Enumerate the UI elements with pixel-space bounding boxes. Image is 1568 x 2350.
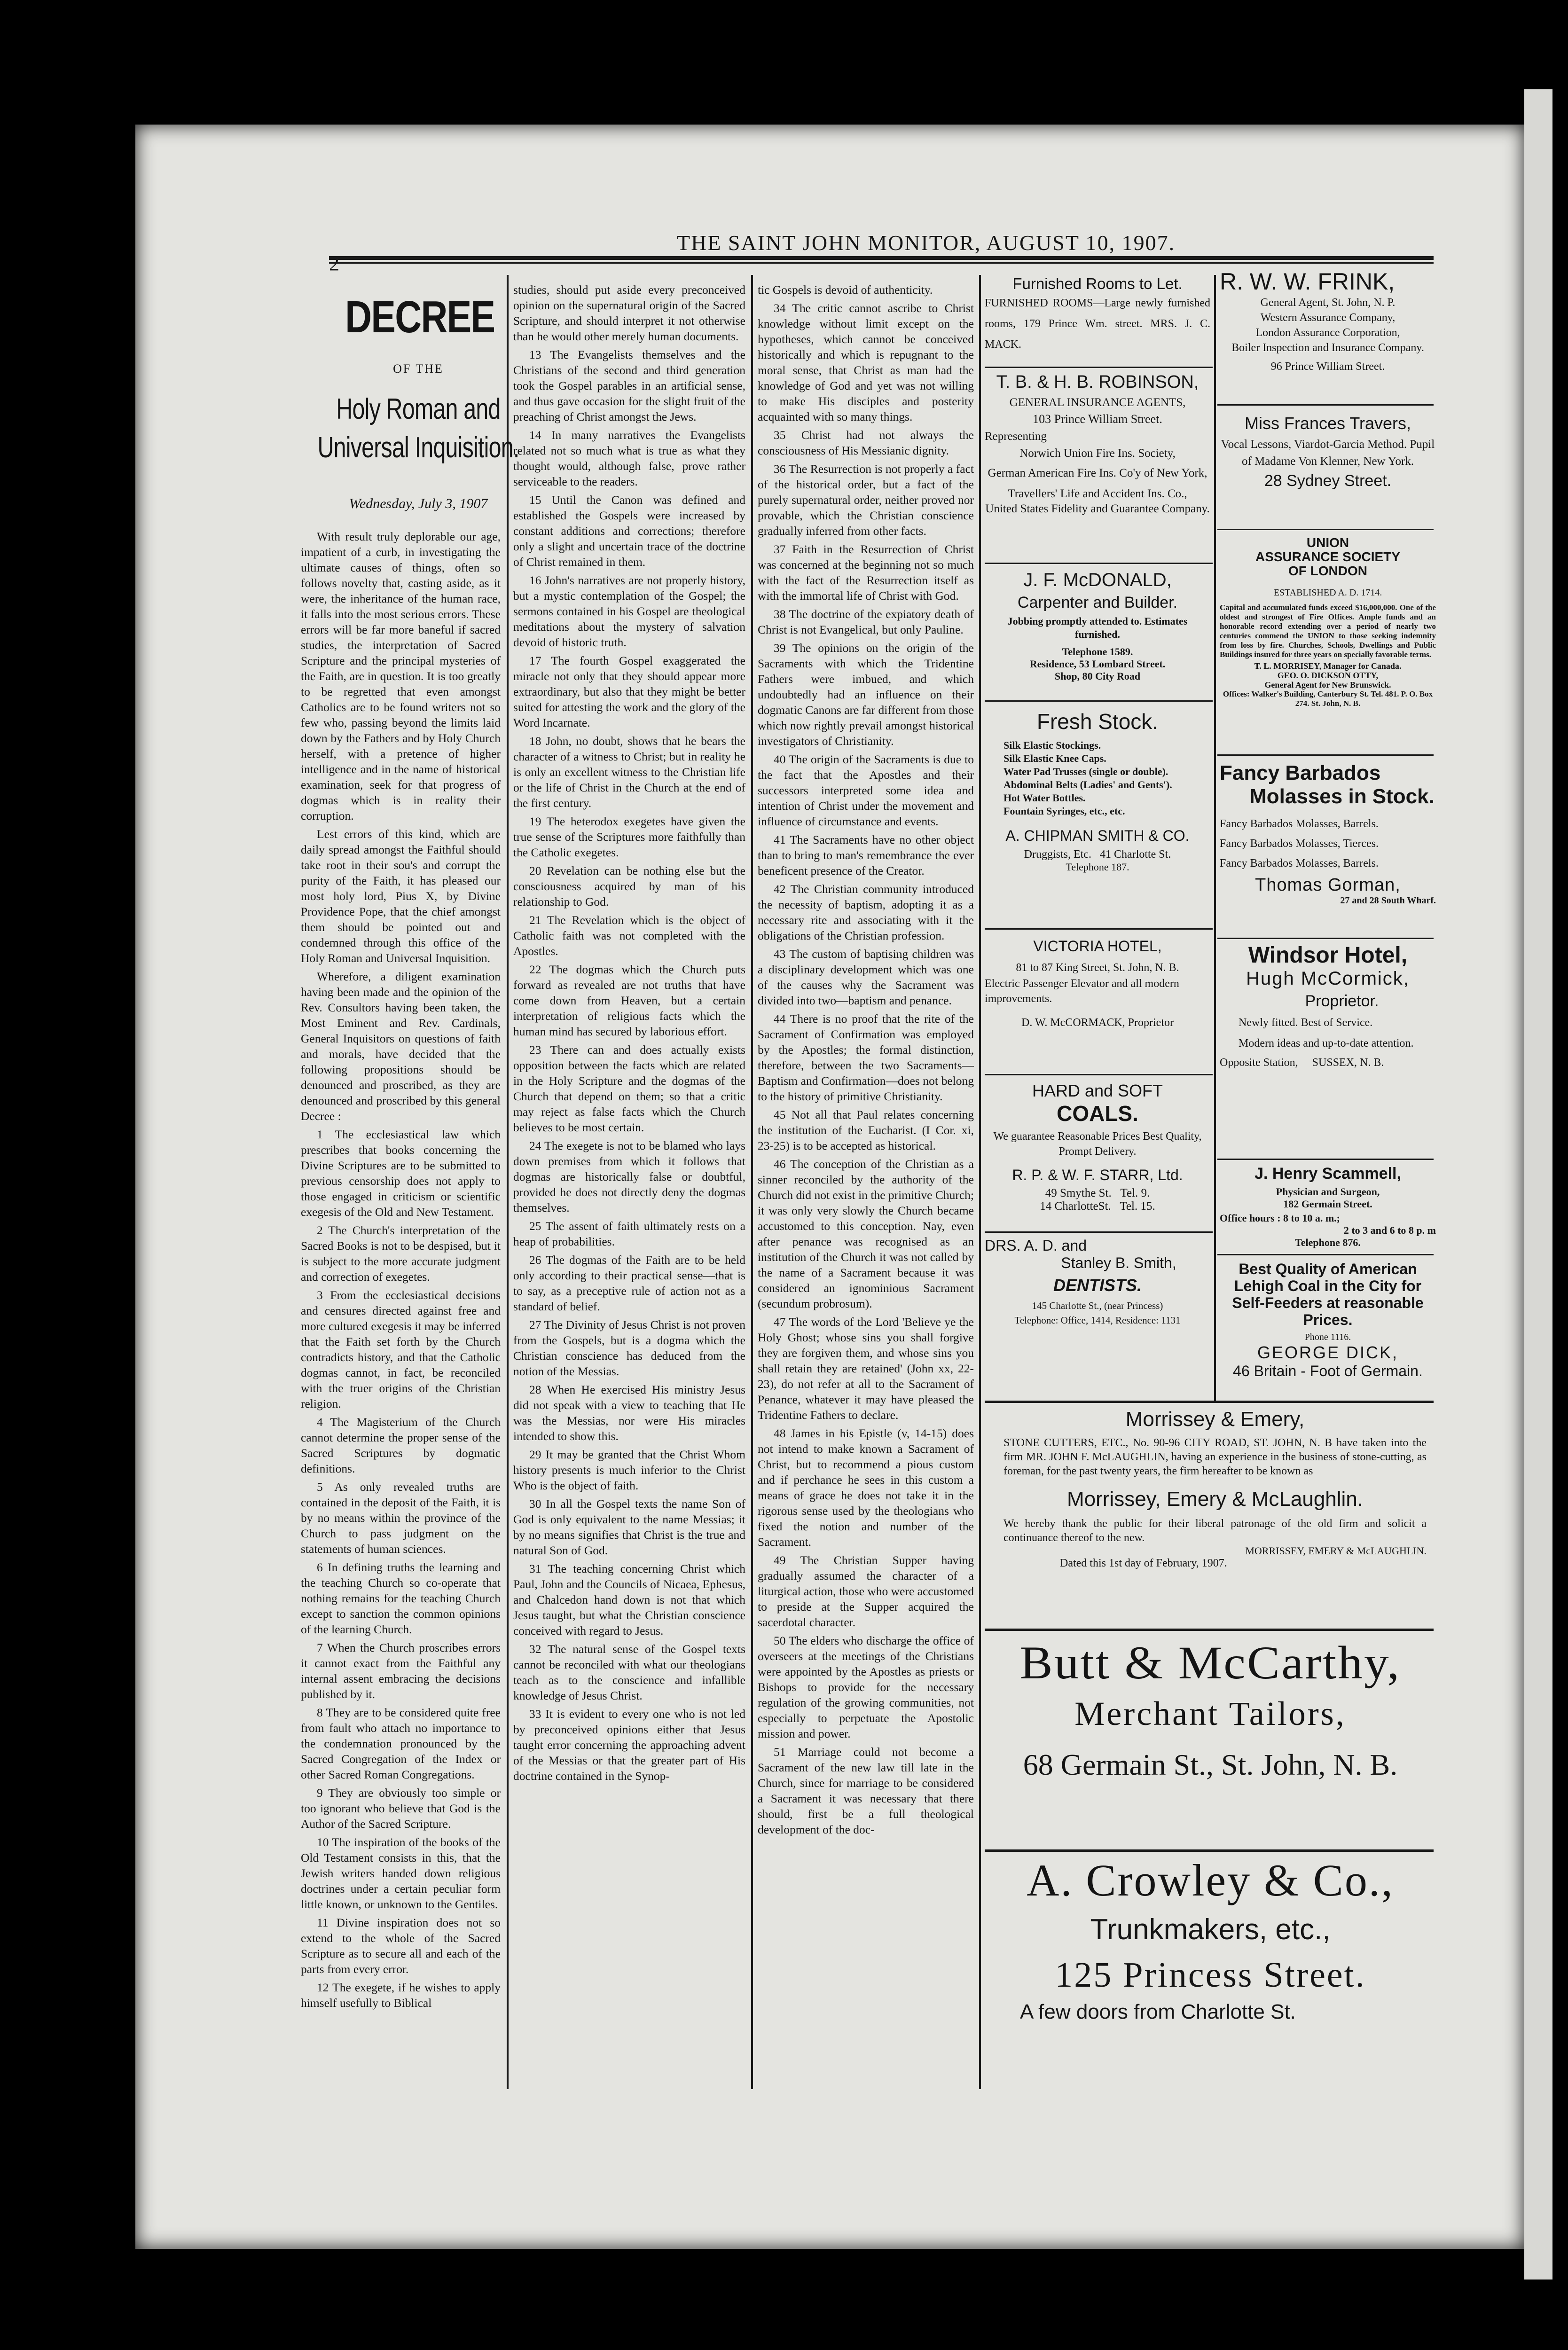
article-paragraph: 48 James in his Epistle (v, 14-15) does not intend to make known a Sacrament of Christ, but to recommend a pious custom and if perchance he sees in this custom a means of grace he does not take it in the rigorous sense used by the theologians who fixed the notion and number of the Sacrament. xyxy=(758,1426,974,1549)
ad-sub: Physician and Surgeon, xyxy=(1276,1186,1380,1198)
ad-barbados-molasses xyxy=(1220,761,1436,906)
ad-divider xyxy=(985,700,1213,702)
ad-crowley-trunkmakers xyxy=(987,1854,1434,2024)
ad-firm: Thomas Gorman, xyxy=(1255,875,1401,895)
adjacent-page-edge xyxy=(1524,89,1552,2280)
ad-line: Stanley B. Smith, xyxy=(1061,1254,1176,1271)
article-column-1 xyxy=(301,529,501,2075)
ad-new-name: Morrissey, Emery & McLaughlin. xyxy=(1066,1488,1364,1511)
article-paragraph: 22 The dogmas which the Church puts forward as revealed are not truths that have come down from Heaven, but a certain interpretation of religious facts which the human mind has secured by laborious effort. xyxy=(513,963,745,1038)
ad-hours: Office hours : 8 to 10 a. m.; xyxy=(1220,1212,1341,1224)
ad-body: Capital and accumulated funds exceed $16,000,000. One of the oldest and strongest of Fire Offices. Ample funds and an honorable record extending over a period of nearly two centuries commend the UNION to those seeking indemnity from loss by fire. Churches, Schools, Dwellings and Public Buildings insured for three years on specially favorable terms. xyxy=(1220,603,1436,659)
ad-firm: A. CHIPMAN SMITH & CO. xyxy=(1005,827,1190,844)
ad-windsor-hotel xyxy=(1220,942,1436,1069)
ad-line: Fancy Barbados Molasses, Barrels. xyxy=(1220,857,1379,870)
ad-proprietor: Proprietor. xyxy=(1305,992,1379,1010)
ad-union-assurance xyxy=(1220,536,1436,708)
article-paragraph: 3 From the ecclesiastical decisions and censures directed against free and more cultured exegesis it may be inferred that the Faith set forth by the Church contradicts history, and that the Catholic dogmas cannot, in fact, be reconciled with the truer origins of the Christian religion. xyxy=(301,1288,501,1410)
article-paragraph: 40 The origin of the Sacraments is due to the fact that the Apostles and their successors interpreted some idea and intention of Christ under the movement and influence of circumstance and events. xyxy=(758,752,974,828)
ad-title: Fancy Barbados xyxy=(1220,761,1381,784)
ad-address: 27 and 28 South Wharf. xyxy=(1340,895,1436,906)
article-column-3 xyxy=(758,282,974,2082)
ad-line: Western Assurance Company, xyxy=(1260,312,1396,324)
column-divider xyxy=(507,275,509,2089)
article-paragraph: 14 In many narratives the Evangelists related not so much what is true as what they thought would, although false, prove rather serviceable to the readers. xyxy=(513,428,745,488)
ad-station: Opposite Station, xyxy=(1220,1057,1298,1069)
ad-phone: Telephone 1589. xyxy=(1062,646,1133,658)
ad-firm: R. P. & W. F. STARR, Ltd. xyxy=(1012,1167,1183,1183)
ad-name: GEORGE DICK, xyxy=(1257,1343,1399,1362)
ad-title: ASSURANCE SOCIETY xyxy=(1255,549,1401,564)
ad-dated: Dated this 1st day of February, 1907. xyxy=(1060,1557,1227,1569)
article-paragraph: 8 They are to be considered quite free from fault who attach no importance to the condemnation pronounced by the Sacred Congregation of the Index or other Sacred Roman Congregations. xyxy=(301,1706,501,1781)
ad-title: A. Crowley & Co., xyxy=(1027,1855,1394,1905)
article-paragraph: 49 The Christian Supper having gradually assumed the character of a liturgical action, those who were accustomed to preside at the Supper acquired the sacerdotal character. xyxy=(758,1553,974,1629)
ad-shop: Shop, 80 City Road xyxy=(1054,670,1141,682)
ad-note: A few doors from Charlotte St. xyxy=(1020,2000,1296,2023)
ad-phone: Telephone 876. xyxy=(1295,1237,1361,1248)
ad-line: German American Fire Ins. Co'y of New York, xyxy=(988,467,1207,479)
article-paragraph: 25 The assent of faith ultimately rests on a heap of probabilities. xyxy=(513,1219,745,1248)
ad-title: Fresh Stock. xyxy=(1036,709,1159,734)
decree-subtitle: Holy Roman and Universal Inquisition. xyxy=(317,393,519,464)
ad-sub: Trunkmakers, etc., xyxy=(1090,1913,1331,1946)
article-paragraph: 39 The opinions on the origin of the Sacraments with which the Tridentine Fathers were imbued, and which undoubtedly had an influence on their dogmatic Canons are far different from those which now rightly prevail amongst historical investigators of Christianity. xyxy=(758,641,974,748)
article-paragraph: 42 The Christian community introduced the necessity of baptism, adopting it as a necessary rite and associating with it the obligations of the Christian profession. xyxy=(758,882,974,942)
ad-furnished-rooms xyxy=(985,275,1210,355)
ad-line: Modern ideas and up-to-date attention. xyxy=(1239,1037,1414,1050)
ad-line: Fancy Barbados Molasses, Barrels. xyxy=(1220,818,1379,830)
article-paragraph: 50 The elders who discharge the office of overseers at the meetings of the Christians were appointed by the Apostles as priests or Bishops to provide for the necessary regulation of the growing communities, not especially to perpetuate the Apostolic mission and power. xyxy=(758,1634,974,1740)
ad-title: HARD and SOFT xyxy=(1032,1081,1163,1100)
ad-manager: T. L. MORRISEY, Manager for Canada. xyxy=(1254,661,1402,671)
article-paragraph: 23 There can and does actually exists opposition between the facts which are related in the Holy Scripture and the dogmas of the Church that depend on them; so that a critic may reject as false facts which the Church believes to be most certain. xyxy=(513,1043,745,1134)
ad-dentists xyxy=(985,1237,1210,1326)
article-column-2 xyxy=(513,282,745,2082)
article-paragraph: With result truly deplorable our age, impatient of a curb, in investigating the ultimate causes of things, often so follows novelty that, casting aside, as it were, the inheritance of the human race, it falls into the most serious errors. These errors will be far more baneful if sacred studies, the interpretation of Sacred Scripture and the principal mysteries of the Faith, are in question. It is too greatly to be regretted that even amongst Catholics are to be found writers not so few who, passing beyond the limits laid down by the Fathers and by Holy Church herself, with a pretence of higher intelligence and in the name of historical examination, seek for that progress of dogmas which is in reality their corruption. xyxy=(301,530,501,822)
ad-title: VICTORIA HOTEL, xyxy=(1033,938,1162,955)
article-paragraph: Wherefore, a diligent examination having been made and the opinion of the Rev. Consultors having been taken, the Most Eminent and Rev. Cardinals, General Inquisitors on questions of faith and morals, have decided that the following propositions should be denounced and proscribed, as they are denounced and proscribed by this general Decree : xyxy=(301,970,501,1123)
article-paragraph: 51 Marriage could not become a Sacrament of the new law till late in the Church, since for marriage to be considered a Sacrament it was necessary that there should, first be a full theological development of the doc- xyxy=(758,1745,974,1836)
article-paragraph: 35 Christ had not always the consciousness of His Messianic dignity. xyxy=(758,428,974,457)
ad-title: Miss Frances Travers, xyxy=(1244,414,1411,433)
ad-frink xyxy=(1220,268,1436,374)
ad-address: 28 Sydney Street. xyxy=(1264,472,1392,490)
ad-title: Molasses in Stock. xyxy=(1249,785,1435,808)
ad-address: 182 Germain Street. xyxy=(1283,1198,1372,1210)
column-divider xyxy=(1214,275,1216,1403)
ad-address: 81 to 87 King Street, St. John, N. B. xyxy=(1016,962,1179,974)
article-paragraph: 5 As only revealed truths are contained in the deposit of the Faith, it is by no means within the province of the Church to pass judgment on the statements of human sciences. xyxy=(301,1480,501,1556)
ad-established: ESTABLISHED A. D. 1714. xyxy=(1273,588,1382,598)
ad-body: STONE CUTTERS, ETC., No. 90-96 CITY ROAD, ST. JOHN, N. B have taken into the firm MR. JOHN F. McLAUGHLIN, having an experience in the business of stone-cutting, as foreman, for the past twenty years, the firm hereafter to be known as xyxy=(1004,1437,1427,1477)
ad-mcdonald-carpenter xyxy=(985,570,1210,682)
ad-address: 125 Princess Street. xyxy=(1055,1955,1366,1995)
decree-title: DECREE xyxy=(345,292,495,342)
ad-scammell-physician xyxy=(1220,1165,1436,1249)
ad-title: T. B. & H. B. ROBINSON, xyxy=(996,372,1199,392)
article-paragraph: 26 The dogmas of the Faith are to be held only according to their practical sense—that is to say, as a preceptive rule of action not as a standard of belief. xyxy=(513,1253,745,1313)
ad-proprietor: D. W. McCORMACK, Proprietor xyxy=(1021,1017,1174,1029)
ad-owner: Hugh McCormick, xyxy=(1246,968,1410,989)
ad-title: J. Henry Scammell, xyxy=(1254,1165,1401,1183)
ad-divider xyxy=(985,1074,1213,1075)
article-paragraph: 31 The teaching concerning Christ which Paul, John and the Councils of Nicaea, Ephesus, and Chalcedon hand down is not that which Jesus taught, but what the Christian conscience conceived with regard to Jesus. xyxy=(513,1562,745,1637)
masthead: THE SAINT JOHN MONITOR, AUGUST 10, 1907. xyxy=(677,231,1176,255)
ad-phone: Telephone 187. xyxy=(1066,861,1129,873)
ad-address: 49 Smythe St. xyxy=(1045,1187,1112,1199)
ad-divider xyxy=(985,1849,1434,1852)
ad-sub: Carpenter and Builder. xyxy=(1017,594,1178,611)
article-paragraph: 30 In all the Gospel texts the name Son of God is only equivalent to the name Messias; it by no means signifies that Christ is the true and natural Son of God. xyxy=(513,1497,745,1557)
ad-divider xyxy=(985,563,1213,564)
ad-title: OF LONDON xyxy=(1288,564,1367,578)
article-paragraph: 45 Not all that Paul relates concerning the institution of the Eucharist. (I Cor. xi, 23-25) is to be accepted as historical. xyxy=(758,1108,974,1152)
ad-divider xyxy=(985,1401,1434,1403)
ad-phone: Phone 1116. xyxy=(1304,1332,1351,1342)
ad-agent: General Agent for New Brunswick. xyxy=(1264,680,1391,689)
article-paragraph: 13 The Evangelists themselves and the Christians of the second and third generation took the Gospel parables in an artificial sense, and thus gave occasion for the slight fruit of the preaching of Christ amongst the Jews. xyxy=(513,348,745,423)
ad-morrissey-emery xyxy=(1004,1408,1427,1570)
article-paragraph: 4 The Magisterium of the Church cannot determine the proper sense of the Sacred Scriptures by dogmatic definitions. xyxy=(301,1415,501,1475)
ad-divider xyxy=(985,367,1213,368)
decree-date: Wednesday, July 3, 1907 xyxy=(349,496,488,511)
article-paragraph: Lest errors of this kind, which are daily spread amongst the Faithful should take root in their sou's and corrupt the purity of the Faith, it has pleased our most holy lord, Pius X, by Divine Providence Pope, that the chief amongst them should be pointed out and condemned through this office of the Holy Roman and Universal Inquisition. xyxy=(301,827,501,965)
article-paragraph: 20 Revelation can be nothing else but the consciousness acquired by man of his relationship to God. xyxy=(513,864,745,909)
ad-body: FURNISHED ROOMS—Large newly furnished rooms, 179 Prince Wm. street. MRS. J. C. MACK. xyxy=(985,297,1210,351)
article-paragraph: 34 The critic cannot ascribe to Christ knowledge without limit except on the hypotheses, which cannot be conceived historically and which is repugnant to the moral sense, that Christ as man had the knowledge of God and yet was not willing to make His disciples and posterity acquainted with so many things. xyxy=(758,301,974,423)
ad-thanks: We hereby thank the public for their liberal patronage of the old firm and solicit a continuance thereof to the new. xyxy=(1004,1518,1427,1544)
article-paragraph: tic Gospels is devoid of authenticity. xyxy=(758,283,933,297)
ad-divider xyxy=(985,1629,1434,1631)
ad-body: Vocal Lessons, Viardot-Garcia Method. Pupil of Madame Von Klenner, New York. xyxy=(1221,438,1435,468)
ad-divider xyxy=(1217,529,1434,530)
article-paragraph: 47 The words of the Lord 'Believe ye the Holy Ghost; whose sins you shall forgive they are forgiven them, and whose sins you shall retain they are retained' (John xx, 22-23), do not refer at all to the Sacrament of Penance, whatever it may have pleased the Tridentine Fathers to declare. xyxy=(758,1315,974,1422)
article-paragraph: 41 The Sacraments have no other object than to bring to man's remembrance the ever beneficent presence of the Creator. xyxy=(758,833,974,877)
ad-fresh-stock xyxy=(985,709,1210,873)
ad-robinson-insurance xyxy=(985,372,1210,517)
ad-line: Newly fitted. Best of Service. xyxy=(1239,1017,1373,1029)
article-paragraph: 16 John's narratives are not properly history, but a mystic contemplation of the Gospel; the sermons contained in his Gospel are theological meditations about the mystery of salvation devoid of historic truth. xyxy=(513,573,745,649)
ad-line: Water Pad Trusses (single or double). xyxy=(1004,766,1168,777)
ad-line: Silk Elastic Knee Caps. xyxy=(1004,752,1106,764)
article-paragraph: 10 The inspiration of the books of the Old Testament consists in this, that the Jewish writers handed down religious doctrines under a certain peculiar form little known, or unknown to the Gentiles. xyxy=(301,1835,501,1911)
ad-line: London Assurance Corporation, xyxy=(1255,327,1400,339)
article-paragraph: 38 The doctrine of the expiatory death of Christ is not Evangelical, but only Pauline. xyxy=(758,607,974,636)
ad-sign: MORRISSEY, EMERY & McLAUGHLIN. xyxy=(1245,1545,1427,1557)
ad-title: J. F. McDONALD, xyxy=(1023,570,1172,590)
decree-of-the: OF THE xyxy=(393,362,444,376)
ad-line: Boiler Inspection and Insurance Company. xyxy=(1231,342,1424,354)
ad-address: 68 Germain St., St. John, N. B. xyxy=(1023,1748,1398,1781)
article-paragraph: 1 The ecclesiastical law which prescribes that books concerning the Divine Scriptures are to be submitted to previous censorship does not apply to those engaged in criticism or scientific exegesis of the Old and New Testament. xyxy=(301,1128,501,1219)
ad-title: Morrissey & Emery, xyxy=(1125,1408,1305,1431)
article-paragraph: 43 The custom of baptising children was a disciplinary development which was one of the causes why the Sacrament was divided into two—baptism and penance. xyxy=(758,947,974,1007)
article-paragraph: 44 There is no proof that the rite of the Sacrament of Confirmation was employed by the Apostles; the formal distinction, therefore, between the two Sacraments—Baptism and Confirmation—does not belong to the history of primitive Christianity. xyxy=(758,1012,974,1103)
ad-coals xyxy=(985,1081,1210,1213)
ad-title: Best Quality of American Lehigh Coal in the City for Self-Feeders at reasonable Prices. xyxy=(1232,1261,1424,1328)
ad-title-2: COALS. xyxy=(1057,1101,1138,1126)
ad-tel: Tel. 15. xyxy=(1120,1200,1155,1213)
ad-representing: Representing xyxy=(985,430,1047,443)
article-paragraph: 12 The exegete, if he wishes to apply himself usefully to Biblical xyxy=(301,1981,501,2010)
ad-line: Fountain Syringes, etc., etc. xyxy=(1004,805,1125,817)
ad-divider xyxy=(985,928,1213,930)
column-divider xyxy=(979,275,981,2089)
ad-line: Norwich Union Fire Ins. Society, xyxy=(1019,447,1176,460)
article-paragraph: 33 It is evident to every one who is not led by preconceived opinions either that Jesus taught error concerning the approaching advent of the Messias or that the greater part of His doctrine contained in the Synop- xyxy=(513,1707,745,1783)
ad-divider xyxy=(1217,1254,1434,1255)
ad-phone: Telephone: Office, 1414, Residence: 1131 xyxy=(1014,1315,1181,1326)
ad-tel: Tel. 9. xyxy=(1120,1187,1150,1199)
article-paragraph: 27 The Divinity of Jesus Christ is not proven from the Gospels, but is a dogma which the Christian conscience has deduced from the notion of the Messias. xyxy=(513,1318,745,1378)
ad-title: Butt & McCarthy, xyxy=(1019,1637,1401,1689)
ad-dick-coal xyxy=(1220,1261,1436,1380)
ad-title: Windsor Hotel, xyxy=(1248,943,1408,968)
article-paragraph: 28 When He exercised His ministry Jesus did not speak with a view to teaching that He was the Messias, nor were His miracles intended to show this. xyxy=(513,1383,745,1443)
article-paragraph: 6 In defining truths the learning and the teaching Church so co-operate that nothing remains for the teaching Church except to sanction the common opinions of the learning Church. xyxy=(301,1560,501,1636)
ad-title: R. W. W. FRINK, xyxy=(1220,268,1395,295)
ad-line: DRS. A. D. and xyxy=(985,1237,1087,1254)
ad-offices: Offices: Walker's Building, Canterbury St. Tel. 481. P. O. Box 274. St. John, N. B. xyxy=(1223,689,1433,708)
ad-druggists: Druggists, Etc. xyxy=(1024,848,1091,861)
ad-divider xyxy=(985,1231,1213,1233)
ad-line: Travellers' Life and Accident Ins. Co., xyxy=(1008,487,1187,500)
ad-title: DENTISTS. xyxy=(1053,1276,1142,1295)
ad-title: Furnished Rooms to Let. xyxy=(1012,275,1183,292)
ad-victoria-hotel xyxy=(985,938,1210,1029)
ad-line: General Agent, St. John, N. P. xyxy=(1260,297,1396,309)
ad-body: Electric Passenger Elevator and all modern improvements. xyxy=(985,978,1179,1005)
ad-hours: 2 to 3 and 6 to 8 p. m xyxy=(1343,1224,1436,1236)
ad-sub: Merchant Tailors, xyxy=(1074,1695,1346,1732)
ad-line: United States Fidelity and Guarantee Company. xyxy=(985,502,1210,515)
article-paragraph: 2 The Church's interpretation of the Sacred Books is not to be despised, but it is subject to the more accurate judgment and correction of exegetes. xyxy=(301,1223,501,1284)
article-paragraph: 15 Until the Canon was defined and established the Gospels were increased by constant additions and corrections; therefore only a slight and uncertain trace of the doctrine of Christ remained in them. xyxy=(513,493,745,569)
article-paragraph: 7 When the Church proscribes errors it cannot exact from the Faithful any internal assent embracing the decisions published by it. xyxy=(301,1641,501,1701)
article-paragraph: 9 They are obviously too simple or too ignorant who believe that God is the Author of the Sacred Scripture. xyxy=(301,1786,501,1831)
ad-line: Hot Water Bottles. xyxy=(1004,792,1086,804)
ad-line: Fancy Barbados Molasses, Tierces. xyxy=(1220,838,1379,850)
ad-address: 14 CharlotteSt. xyxy=(1040,1200,1111,1213)
ad-address: 145 Charlotte St., (near Princess) xyxy=(1032,1300,1163,1311)
ad-divider xyxy=(1217,754,1434,756)
article-paragraph: 29 It may be granted that the Christ Whom history presents is much inferior to the Christ Who is the object of faith. xyxy=(513,1448,745,1492)
article-paragraph: 11 Divine inspiration does not so extend to the whole of the Sacred Scripture as to secure all and each of the parts from every error. xyxy=(301,1916,501,1976)
article-paragraph: 18 John, no doubt, shows that he bears the character of a witness to Christ; but in reality he is only an excellent witness to the Christian life or the life of Christ in the Church at the end of the first century. xyxy=(513,734,745,810)
article-paragraph: 37 Faith in the Resurrection of Christ was concerned at the beginning not so much with the fact of the Resurrection itself as with the immortal life of Christ with God. xyxy=(758,542,974,603)
article-paragraph: studies, should put aside every preconceived opinion on the supernatural origin of the Sacred Scripture, and should interpret it not otherwise than he would other merely human documents. xyxy=(513,283,745,343)
ad-title: UNION xyxy=(1306,535,1349,550)
article-paragraph: 36 The Resurrection is not properly a fact of the historical order, but a fact of the purely supernatural order, neither proved nor provable, which the Christian conscience gradually inferred from other facts. xyxy=(758,462,974,538)
ad-body: We guarantee Reasonable Prices Best Quality, Prompt Delivery. xyxy=(993,1130,1202,1158)
ad-divider xyxy=(1217,1159,1434,1160)
ad-line: Abdominal Belts (Ladies' and Gents'). xyxy=(1004,779,1172,791)
ad-butt-mccarthy xyxy=(987,1636,1434,1782)
ad-residence: Residence, 53 Lombard Street. xyxy=(1029,658,1166,670)
ad-address: 103 Prince William Street. xyxy=(1033,412,1162,426)
ad-line: Silk Elastic Stockings. xyxy=(1004,739,1101,751)
header-rule xyxy=(329,256,1434,260)
ad-address: 46 Britain - Foot of Germain. xyxy=(1233,1363,1423,1379)
column-divider xyxy=(751,275,753,2089)
article-paragraph: 19 The heterodox exegetes have given the true sense of the Scriptures more faithfully than the Catholic exegetes. xyxy=(513,815,745,859)
ad-divider xyxy=(1217,404,1434,406)
article-paragraph: 32 The natural sense of the Gospel texts cannot be reconciled with what our theologians teach as to the conscience and infallible knowledge of Jesus Christ. xyxy=(513,1642,745,1702)
ad-sub: GENERAL INSURANCE AGENTS, xyxy=(1009,396,1186,409)
article-paragraph: 24 The exegete is not to be blamed who lays down premises from which it follows that dogmas are historically false or doubtful, provided he does not directly deny the dogmas themselves. xyxy=(513,1139,745,1214)
ad-divider xyxy=(1217,938,1434,939)
ad-address: 41 Charlotte St. xyxy=(1100,848,1171,861)
article-paragraph: 17 The fourth Gospel exaggerated the miracle not only that they should appear more extraordinary, but also that they might be better suited for attesting the work and the glory of the Word Incarnate. xyxy=(513,654,745,729)
ad-agent: GEO. O. DICKSON OTTY, xyxy=(1277,671,1379,680)
ad-place: SUSSEX, N. B. xyxy=(1312,1057,1384,1069)
ad-travers xyxy=(1220,414,1436,490)
article-paragraph: 21 The Revelation which is the object of Catholic faith was not completed with the Apostles. xyxy=(513,913,745,958)
ad-line: 96 Prince William Street. xyxy=(1270,360,1385,373)
ad-body: Jobbing promptly attended to. Estimates furnished. xyxy=(1007,615,1188,640)
article-paragraph: 46 The conception of the Christian as a sinner reconciled by the authority of the Church did not exist in the primitive Church; it was only very slowly the Church became accustomed to this conception. Nay, even after penance was recognised as an institution of the Church it was not called by the name of a Sacrament because it was considered an ignominious Sacrament (secundum probrosum). xyxy=(758,1157,974,1310)
header-rule-thin xyxy=(329,262,1434,264)
